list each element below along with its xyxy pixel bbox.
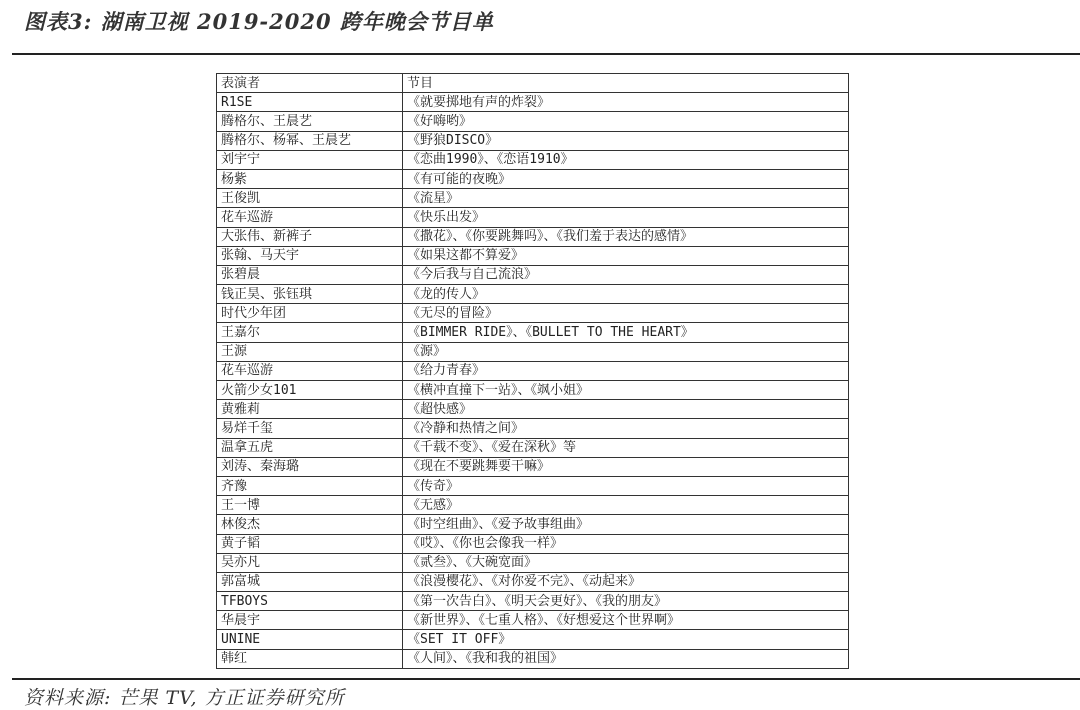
table-row — [217, 534, 849, 553]
performer-cell: 钱正昊、张钰琪 — [217, 285, 403, 304]
table-row — [217, 611, 849, 630]
performer-cell: 张碧晨 — [217, 265, 403, 284]
bottom-rule — [12, 678, 1080, 680]
performer-cell: 黄雅莉 — [217, 400, 403, 419]
table-row — [217, 649, 849, 668]
performer-cell: 易烊千玺 — [217, 419, 403, 438]
performer-cell: 火箭少女101 — [217, 381, 403, 400]
program-cell: 《无尽的冒险》 — [403, 304, 849, 323]
table-row — [217, 438, 849, 457]
program-cell: 《流星》 — [403, 189, 849, 208]
table-row — [217, 131, 849, 150]
performer-cell: 大张伟、新裤子 — [217, 227, 403, 246]
performer-cell: 杨紫 — [217, 169, 403, 188]
program-cell: 《好嗨哟》 — [403, 112, 849, 131]
table-row — [217, 496, 849, 515]
performer-cell: 花车巡游 — [217, 361, 403, 380]
table-header-row — [217, 74, 849, 93]
program-cell: 《千载不变》、《爱在深秋》等 — [403, 438, 849, 457]
performer-cell: 王嘉尔 — [217, 323, 403, 342]
figure-title: 图表3: 湖南卫视 2019-2020 跨年晚会节目单 — [24, 9, 494, 34]
program-table — [216, 73, 849, 669]
table-row — [217, 419, 849, 438]
table-row — [217, 189, 849, 208]
performer-cell: 郭富城 — [217, 572, 403, 591]
performer-cell: 王源 — [217, 342, 403, 361]
table-row — [217, 265, 849, 284]
performer-cell: 齐豫 — [217, 476, 403, 495]
table-row — [217, 381, 849, 400]
program-cell: 《哎》、《你也会像我一样》 — [403, 534, 849, 553]
performer-cell: 腾格尔、杨幂、王晨艺 — [217, 131, 403, 150]
header-program: 节目 — [403, 74, 849, 93]
program-cell: 《无感》 — [403, 496, 849, 515]
table-row — [217, 476, 849, 495]
table-row — [217, 400, 849, 419]
program-cell: 《BIMMER RIDE》、《BULLET TO THE HEART》 — [403, 323, 849, 342]
table-row — [217, 457, 849, 476]
table-row — [217, 150, 849, 169]
top-rule — [12, 53, 1080, 55]
performer-cell: 林俊杰 — [217, 515, 403, 534]
performer-cell: 吴亦凡 — [217, 553, 403, 572]
performer-cell: 张翰、马天宇 — [217, 246, 403, 265]
table-row — [217, 93, 849, 112]
table-row — [217, 285, 849, 304]
program-cell: 《浪漫樱花》、《对你爱不完》、《动起来》 — [403, 572, 849, 591]
program-cell: 《新世界》、《七重人格》、《好想爱这个世界啊》 — [403, 611, 849, 630]
performer-cell: 花车巡游 — [217, 208, 403, 227]
performer-cell: 温拿五虎 — [217, 438, 403, 457]
performer-cell: 黄子韬 — [217, 534, 403, 553]
table-row — [217, 208, 849, 227]
performer-cell: 腾格尔、王晨艺 — [217, 112, 403, 131]
performer-cell: 华晨宇 — [217, 611, 403, 630]
table-row — [217, 323, 849, 342]
program-cell: 《传奇》 — [403, 476, 849, 495]
header-performer: 表演者 — [217, 74, 403, 93]
program-cell: 《横冲直撞下一站》、《飒小姐》 — [403, 381, 849, 400]
table-body — [217, 93, 849, 669]
program-cell: 《冷静和热情之间》 — [403, 419, 849, 438]
program-cell: 《超快感》 — [403, 400, 849, 419]
program-cell: 《野狼DISCO》 — [403, 131, 849, 150]
table-row — [217, 572, 849, 591]
table-row — [217, 246, 849, 265]
program-cell: 《现在不要跳舞要干嘛》 — [403, 457, 849, 476]
performer-cell: R1SE — [217, 93, 403, 112]
table-row — [217, 515, 849, 534]
table-row — [217, 553, 849, 572]
program-cell: 《龙的传人》 — [403, 285, 849, 304]
table-row — [217, 304, 849, 323]
program-cell: 《源》 — [403, 342, 849, 361]
performer-cell: 时代少年团 — [217, 304, 403, 323]
table-row — [217, 112, 849, 131]
program-cell: 《撒花》、《你要跳舞吗》、《我们羞于表达的感情》 — [403, 227, 849, 246]
program-cell: 《给力青春》 — [403, 361, 849, 380]
performer-cell: 刘宇宁 — [217, 150, 403, 169]
performer-cell: 韩红 — [217, 649, 403, 668]
program-cell: 《如果这都不算爱》 — [403, 246, 849, 265]
program-cell: 《时空组曲》、《爱予故事组曲》 — [403, 515, 849, 534]
program-cell: 《快乐出发》 — [403, 208, 849, 227]
program-cell: 《SET IT OFF》 — [403, 630, 849, 649]
program-cell: 《就要掷地有声的炸裂》 — [403, 93, 849, 112]
table-row — [217, 169, 849, 188]
program-cell: 《有可能的夜晚》 — [403, 169, 849, 188]
performer-cell: TFBOYS — [217, 592, 403, 611]
source-note: 资料来源: 芒果 TV, 方正证券研究所 — [24, 687, 345, 709]
table-row — [217, 361, 849, 380]
program-cell: 《恋曲1990》、《恋语1910》 — [403, 150, 849, 169]
performer-cell: 刘涛、秦海璐 — [217, 457, 403, 476]
program-cell: 《贰叁》、《大碗宽面》 — [403, 553, 849, 572]
performer-cell: 王俊凯 — [217, 189, 403, 208]
program-cell: 《今后我与自己流浪》 — [403, 265, 849, 284]
table-row — [217, 630, 849, 649]
performer-cell: 王一博 — [217, 496, 403, 515]
program-cell: 《第一次告白》、《明天会更好》、《我的朋友》 — [403, 592, 849, 611]
performer-cell: UNINE — [217, 630, 403, 649]
table-row — [217, 592, 849, 611]
table-row — [217, 342, 849, 361]
table-row — [217, 227, 849, 246]
program-cell: 《人间》、《我和我的祖国》 — [403, 649, 849, 668]
